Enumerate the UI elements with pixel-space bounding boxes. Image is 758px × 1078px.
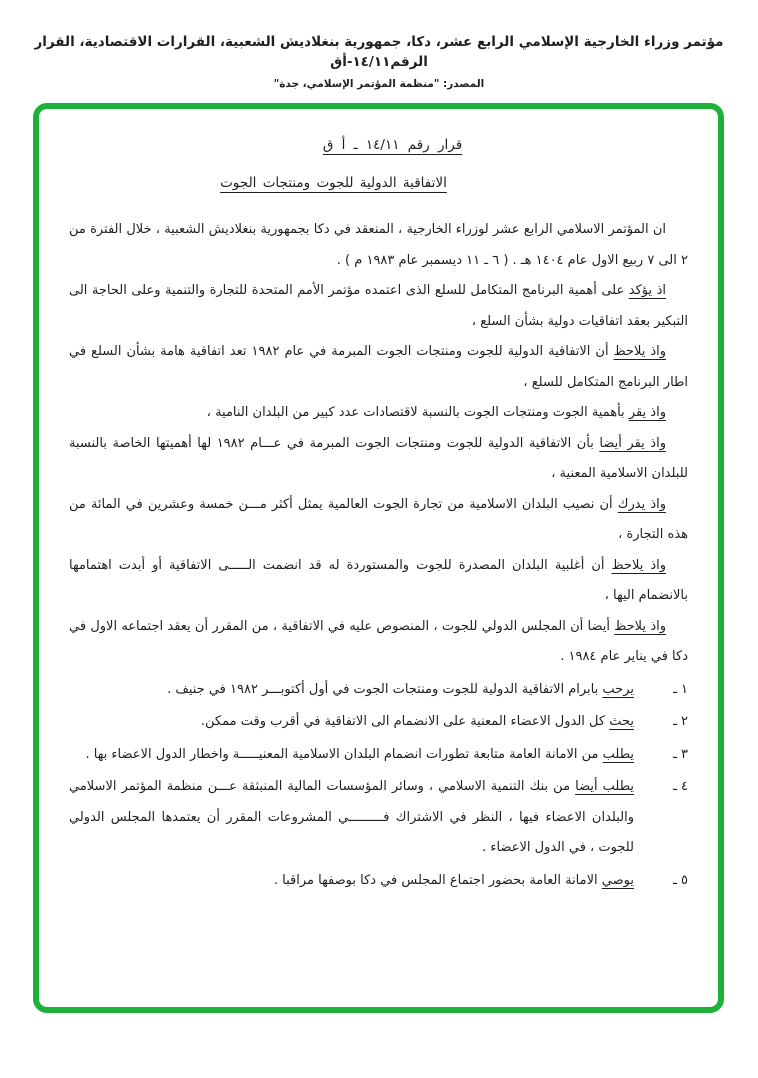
paragraph-lead: اذ يؤكد <box>628 283 666 298</box>
green-border-frame <box>33 103 724 1013</box>
paragraph-lead: يطلب أيضا <box>575 779 634 794</box>
paragraph-text: بأهمية الجوت ومنتجات الجوت بالنسبة لاقتصادات عدد كبير من البلدان النامية ، <box>206 405 625 420</box>
item-text-block <box>69 866 634 897</box>
operative-items-section <box>69 675 688 897</box>
item-number: ٤ ـ <box>673 779 688 794</box>
paragraph-text: ان المؤتمر الاسلامي الرابع عشر لوزراء الخارجية ، المنعقد في دكا بجمهورية بنغلاديش الشعبية ، خلال الفترة من ٢ الى ٧ ربيع الاول عام ١٤٠٤ هـ . ( ٦ ـ ١١ ديسمبر عام ١٩٨٣ م ) . <box>69 222 688 268</box>
preamble-paragraph <box>69 276 688 337</box>
resolution-subject-title: الاتفاقية الدولية للجوت ومنتجات الجوت <box>220 175 447 191</box>
paragraph-lead: يحث <box>609 714 634 729</box>
item-number: ٢ ـ <box>673 714 688 729</box>
paragraph-text: بأن الاتفاقية الدولية للجوت ومنتجات الجوت المبرمة في عـــام ١٩٨٢ لها أهميتها الخاصة بالنسبة للبلدان الاسلامية المعنية ، <box>69 435 688 481</box>
paragraph-text: بابرام الاتفاقية الدولية للجوت ومنتجات الجوت في أول أكتوبـــر ١٩٨٢ في جنيف . <box>167 681 599 697</box>
paragraph-lead: واذ يدرك <box>617 496 666 512</box>
paragraph-lead: واذ يلاحظ <box>614 618 666 634</box>
preamble-paragraph <box>69 337 688 398</box>
paragraph-text: من الامانة العامة متابعة تطورات انضمام البلدان الاسلامية المعنيـــــة واخطار الدول الاعضاء بها . <box>85 746 599 762</box>
item-text-block <box>69 707 634 738</box>
document-header <box>0 0 758 90</box>
preamble-section <box>69 215 688 673</box>
paragraph-text: أن أغلبية البلدان المصدرة للجوت والمستوردة له قد انضمت الـــــى الاتفاقية أو أبدت اهتمامها بالانضمام اليها ، <box>69 557 688 603</box>
paragraph-text: كل الدول الاعضاء المعنية على الانضمام الى الاتفاقية في أقرب وقت ممكن. <box>200 714 606 729</box>
item-number: ١ ـ <box>673 681 688 697</box>
preamble-paragraph <box>69 398 688 429</box>
preamble-paragraph <box>69 429 688 490</box>
resolution-number-title: قرار رقم ١٤/١١ ـ أ ق <box>322 137 463 153</box>
preamble-paragraph <box>69 612 688 673</box>
paragraph-lead: يوصي <box>601 872 634 888</box>
resolution-item <box>69 866 688 897</box>
header-title: مؤتمر وزراء الخارجية الإسلامي الرابع عشر، دكا، جمهورية بنغلاديش الشعبية، القرارات الاقتصادية، القرار الرقم١٤/١١-أق <box>34 34 724 71</box>
item-number: ٥ ـ <box>673 872 688 888</box>
paragraph-text: من بنك التنمية الاسلامي ، وسائر المؤسسات المالية المنبثقة عـــن منظمة المؤتمر الاسلامي والبلدان الاعضاء فيها ، النظر في الاشتراك فـــــــــي المشروعات المقرر أن يعتمدها المجلس الدولي للجوت ، في الدول الاعضاء . <box>69 779 634 855</box>
paragraph-lead: يرحب <box>602 681 634 697</box>
paragraph-lead: واذ يقر أيضا <box>599 435 666 451</box>
item-text-block <box>69 772 634 864</box>
paragraph-text: على أهمية البرنامج المتكامل للسلع الذى اعتمده مؤتمر الأمم المتحدة للتجارة والتنمية وعلى الحاجة الى التبكير بعقد اتفاقيات دولية بشأن السلع ، <box>69 283 688 329</box>
paragraph-text: أن الاتفاقية الدولية للجوت ومنتجات الجوت المبرمة في عام ١٩٨٢ تعد اتفاقية هامة بشأن السلع في اطار البرنامج المتكامل للسلع ، <box>69 344 688 390</box>
paragraph-text: الامانة العامة بحضور اجتماع المجلس في دكا بوصفها مراقبا . <box>273 872 598 888</box>
paragraph-lead: واذ يقر <box>628 405 666 420</box>
paragraph-lead: يطلب <box>602 746 634 762</box>
resolution-item <box>69 707 688 738</box>
item-number: ٣ ـ <box>673 746 688 762</box>
resolution-item <box>69 772 688 864</box>
paragraph-lead: واذ يلاحظ <box>611 557 667 573</box>
resolution-item <box>69 675 688 706</box>
resolution-item <box>69 740 688 771</box>
document-body <box>39 109 718 896</box>
paragraph-lead: واذ يلاحظ <box>613 344 667 359</box>
paragraph-text: أن نصيب البلدان الاسلامية من تجارة الجوت العالمية يمثل أكثر مـــن خمسة وعشرين في المائة من هذه التجارة ، <box>69 496 688 542</box>
item-text-block <box>69 740 634 771</box>
preamble-paragraph <box>69 215 688 276</box>
header-source: المصدر: "منظمة المؤتمر الإسلامي، جدة" <box>273 77 485 90</box>
preamble-paragraph <box>69 490 688 551</box>
preamble-paragraph <box>69 551 688 612</box>
paragraph-text: أيضا أن المجلس الدولي للجوت ، المنصوص عليه في الاتفاقية ، من المقرر أن يعقد اجتماعه الاول في دكا في يناير عام ١٩٨٤ . <box>69 618 688 664</box>
item-text-block <box>69 675 634 706</box>
